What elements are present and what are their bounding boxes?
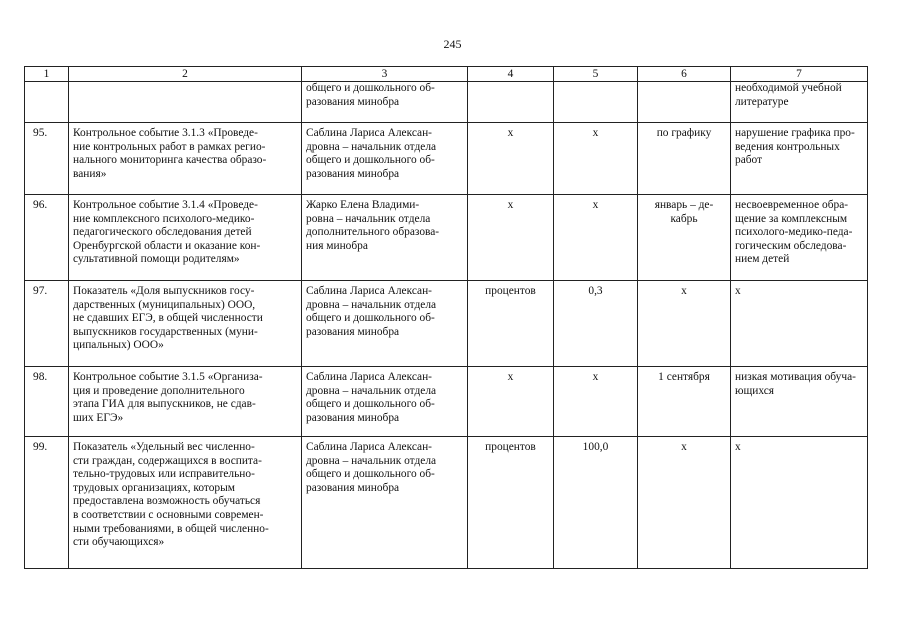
table-row [25,195,868,281]
cell-deadline: х [638,437,731,569]
cell-value: х [554,123,638,195]
cell-deadline: по графику [638,123,731,195]
cell-responsible: Саблина Лариса Алексан- дровна – начальник отдела общего и дошкольного об- разования минобра [302,437,468,569]
cell-event [69,82,302,123]
cell-deadline: х [638,281,731,367]
cell-num: 99. [25,437,69,569]
column-number-row [25,67,868,82]
cell-risk: нарушение графика про- ведения контрольных работ [731,123,868,195]
column-header: 6 [638,67,731,82]
cell-event: Контрольное событие 3.1.5 «Организа- ция и проведение дополнительного этапа ГИА для выпускников, не сдав- ших ЕГЭ» [69,367,302,437]
cell-unit: процентов [468,281,554,367]
cell-event: Контрольное событие 3.1.4 «Проведе- ние комплексного психолого-медико- педагогического обследования детей Оренбургской области и оказание кон- сультативной помощи родителям» [69,195,302,281]
cell-event: Контрольное событие 3.1.3 «Проведе- ние контрольных работ в рамках регио- нального мониторинга качества образо- вания» [69,123,302,195]
cell-num: 97. [25,281,69,367]
cell-risk: несвоевременное обра- щение за комплексным психолого-медико-педа- гогическим обследова- нием детей [731,195,868,281]
cell-risk: необходимой учебной литературе [731,82,868,123]
cell-unit: процентов [468,437,554,569]
column-header: 7 [731,67,868,82]
plan-table [24,66,868,569]
column-header: 1 [25,67,69,82]
table-row [25,367,868,437]
cell-responsible: Жарко Елена Владими- ровна – начальник отдела дополнительного образова- ния минобра [302,195,468,281]
cell-unit: х [468,195,554,281]
cell-responsible: Саблина Лариса Алексан- дровна – начальник отдела общего и дошкольного об- разования минобра [302,281,468,367]
cell-deadline [638,82,731,123]
cell-responsible: Саблина Лариса Алексан- дровна – начальник отдела общего и дошкольного об- разования минобра [302,367,468,437]
cell-unit: х [468,367,554,437]
cell-value: 100,0 [554,437,638,569]
cell-deadline: январь – де- кабрь [638,195,731,281]
continuation-row [25,82,868,123]
cell-unit: х [468,123,554,195]
cell-risk: х [731,281,868,367]
page-number: 245 [443,37,462,51]
cell-value: х [554,195,638,281]
cell-value: х [554,367,638,437]
cell-value: 0,3 [554,281,638,367]
table-row [25,437,868,569]
cell-value [554,82,638,123]
cell-event: Показатель «Доля выпускников госу- дарственных (муниципальных) ООО, не сдавших ЕГЭ, в общей численности выпускников государственных (муни- ципальных) ООО» [69,281,302,367]
cell-unit [468,82,554,123]
cell-responsible: общего и дошкольного об- разования минобра [302,82,468,123]
cell-risk: низкая мотивация обуча- ющихся [731,367,868,437]
cell-event: Показатель «Удельный вес численно- сти граждан, содержащихся в воспита- тельно-трудовых или исправительно- трудовых организациях, которым предоставлена возможность обучаться в соответствии с основными современ- ными требованиями, в общей численно- сти обучающихся» [69,437,302,569]
cell-num [25,82,69,123]
cell-num: 98. [25,367,69,437]
cell-risk: х [731,437,868,569]
cell-num: 95. [25,123,69,195]
table-row [25,281,868,367]
cell-num: 96. [25,195,69,281]
column-header: 5 [554,67,638,82]
table-row [25,123,868,195]
column-header: 2 [69,67,302,82]
cell-deadline: 1 сентября [638,367,731,437]
column-header: 3 [302,67,468,82]
cell-responsible: Саблина Лариса Алексан- дровна – начальник отдела общего и дошкольного об- разования минобра [302,123,468,195]
column-header: 4 [468,67,554,82]
